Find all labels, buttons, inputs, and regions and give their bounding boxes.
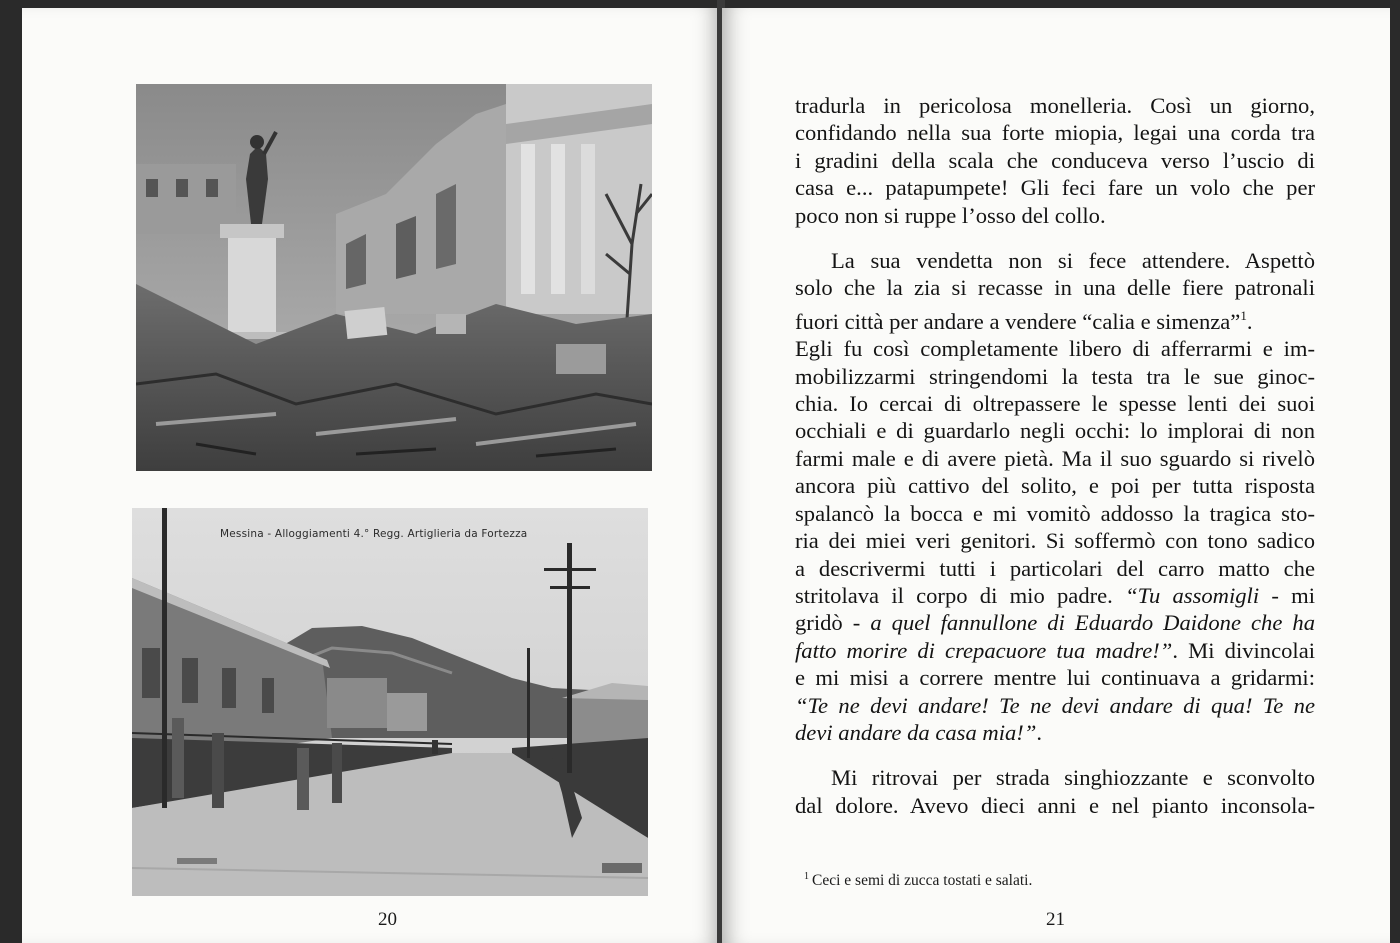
text-line: chia. Io cercai di oltrepassere le spesse lenti dei suoi <box>795 391 1315 417</box>
text-line-part: stritolava il corpo di mio padre. <box>795 582 1126 608</box>
text-line: casa e... patapumpete! Gli feci fare un volo che per <box>795 175 1315 201</box>
text-line: spalancò la bocca e mi vomitò addosso la tragica sto- <box>795 500 1315 526</box>
italic-quote: “Tu assomigli <box>1125 582 1260 608</box>
text-line <box>795 582 1315 609</box>
text-line-part: . <box>1036 719 1043 745</box>
text-line: farmi male e di avere pietà. Ma il suo sguardo si rivelò <box>795 445 1315 471</box>
italic-quote: devi andare da casa mia!” <box>795 719 1037 745</box>
paragraph-3 <box>795 764 1315 819</box>
barracks-photo-illustration <box>132 508 648 896</box>
paragraph-1 <box>795 92 1315 229</box>
ruins-photo-illustration <box>136 84 652 471</box>
text-line-part: . Mi divincolai <box>1172 637 1315 663</box>
text-line: occhiali e di guardarlo negli occhi: lo implorai di non <box>795 418 1315 444</box>
text-line: ancora più cattivo del solito, e poi per tutta risposta <box>795 473 1315 499</box>
text-line: Egli fu così completamente libero di afferrarmi e im- <box>795 336 1315 362</box>
footnote-marker: 1 <box>804 871 809 882</box>
text-line-part: - mi <box>1259 582 1315 608</box>
text-line: a descrivermi tutti i particolari del carro matto che <box>795 555 1315 581</box>
text-line: solo che la zia si recasse in una delle fiere patronali <box>795 275 1315 301</box>
text-line: mobilizzarmi stringendomi la testa tra le sue ginoc- <box>795 363 1315 389</box>
text-line <box>795 637 1315 664</box>
text-line: La sua vendetta non si fece attendere. Aspettò <box>831 248 1315 274</box>
page-number-right: 21 <box>1046 909 1065 930</box>
text-line-part: gridò - <box>795 610 871 636</box>
left-page <box>22 8 720 943</box>
text-line <box>795 719 1315 746</box>
text-line: poco non si ruppe l’osso del collo. <box>795 202 1106 228</box>
text-line: ria dei miei veri genitori. Si soffermò con tono sadico <box>795 528 1315 554</box>
text-line: confidando nella sua forte miopia, legai una corda tra <box>795 120 1315 146</box>
postcard-caption: Messina - Alloggiamenti 4.° Regg. Artiglieria da Fortezza <box>220 528 528 540</box>
text-line-part: fuori città per andare a vendere “calia e simenza” <box>795 308 1241 334</box>
footnote-reference: 1 <box>1240 307 1247 323</box>
footnote <box>804 871 1032 890</box>
paragraph-2 <box>795 247 1315 746</box>
italic-quote: a quel fannullone di Eduardo Daidone che ha <box>870 610 1316 636</box>
text-line: i gradini della scala che conduceva verso l’uscio di <box>795 147 1315 173</box>
text-line <box>795 609 1315 636</box>
text-line: fuori città per andare a vendere “calia e simenza”$^1$. <box>795 307 1253 334</box>
text-line: e mi misi a correre mentre lui continuava a gridarmi: <box>795 665 1315 691</box>
earthquake-ruins-photo <box>136 84 652 471</box>
text-line: tradurla in pericolosa monelleria. Così un giorno, <box>795 93 1315 118</box>
italic-quote: fatto morire di crepacuore tua madre!” <box>795 637 1173 663</box>
right-page <box>722 8 1390 943</box>
text-line: dal dolore. Avevo dieci anni e nel pianto inconsola- <box>795 792 1315 818</box>
text-line: Mi ritrovai per strada singhiozzante e sconvolto <box>831 765 1315 791</box>
page-number-left: 20 <box>378 909 397 930</box>
barracks-postcard-photo <box>132 508 648 896</box>
footnote-text: Ceci e semi di zucca tostati e salati. <box>812 872 1033 889</box>
body-text <box>795 92 1315 819</box>
italic-quote-line: “Te ne devi andare! Te ne devi andare di qua! Te ne <box>795 692 1315 718</box>
